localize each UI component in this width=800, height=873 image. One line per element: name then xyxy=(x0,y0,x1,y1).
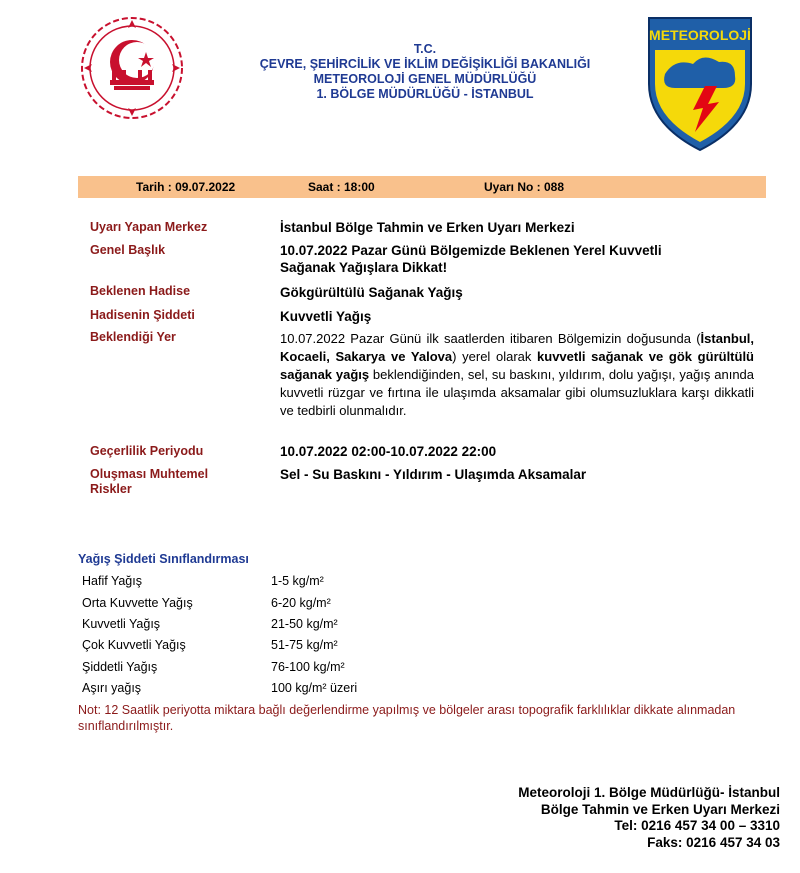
event-value: Gökgürültülü Sağanak Yağış xyxy=(280,285,463,300)
place-text-3: beklendiğinden, sel, su baskını, yıldırım, dolu yağışı, yağış anında kuvvetli rüzgar ve fırtına ile ulaşımda aksamalar gibi olumsuzluklara karşı dikkatli ve tedbirli olunmalıdır. xyxy=(280,367,755,418)
title-value-line-2: Sağanak Yağışlara Dikkat! xyxy=(280,260,448,275)
classification-title: Yağış Şiddeti Sınıflandırması xyxy=(78,552,249,566)
center-label: Uyarı Yapan Merkez xyxy=(90,220,208,234)
time-text: Saat : 18:00 xyxy=(308,180,375,194)
period-value: 10.07.2022 02:00-10.07.2022 22:00 xyxy=(280,444,497,459)
place-description xyxy=(280,330,754,420)
title-label: Genel Başlık xyxy=(90,243,166,257)
class-name: Hafif Yağış xyxy=(82,574,142,588)
place-bold-2: kuvvetli sağanak ve gök gürültülü sağanak yağış xyxy=(280,349,754,382)
header-line-4: 1. BÖLGE MÜDÜRLÜĞÜ - İSTANBUL xyxy=(316,87,534,101)
footer-phone: Tel: 0216 457 34 00 – 3310 xyxy=(614,818,780,833)
info-bar xyxy=(78,176,766,198)
period-label: Geçerlilik Periyodu xyxy=(90,444,204,458)
class-value: 100 kg/m² üzeri xyxy=(271,681,358,695)
severity-value: Kuvvetli Yağış xyxy=(280,309,372,324)
class-name: Kuvvetli Yağış xyxy=(82,617,161,631)
warning-number: Uyarı No : 088 xyxy=(484,180,565,194)
ministry-header xyxy=(200,42,650,102)
risk-value: Sel - Su Baskını - Yıldırım - Ulaşımda Aksamalar xyxy=(280,467,587,482)
place-label: Beklendiği Yer xyxy=(90,330,176,344)
header-line-1: T.C. xyxy=(413,42,437,56)
meteoroloji-logo xyxy=(645,14,755,154)
date-text: Tarih : 09.07.2022 xyxy=(136,180,236,194)
footer-line-2: Bölge Tahmin ve Erken Uyarı Merkezi xyxy=(540,801,780,817)
event-label: Beklenen Hadise xyxy=(90,284,191,298)
header-line-3: METEOROLOJİ GENEL MÜDÜRLÜĞÜ xyxy=(313,72,537,86)
title-value-line-1: 10.07.2022 Pazar Günü Bölgemizde Beklenen Yerel Kuvvetli xyxy=(280,243,662,258)
contact-footer xyxy=(518,785,780,851)
class-value: 1-5 kg/m² xyxy=(271,574,324,588)
center-value: İstanbul Bölge Tahmin ve Erken Uyarı Merkezi xyxy=(280,220,575,235)
class-value: 51-75 kg/m² xyxy=(271,638,338,652)
place-bold-1: İstanbul, Kocaeli, Sakarya ve Yalova xyxy=(280,331,754,364)
header-line-2: ÇEVRE, ŞEHİRCİLİK VE İKLİM DEĞİŞİKLİĞİ BAKANLIĞI xyxy=(259,57,591,71)
severity-label: Hadisenin Şiddeti xyxy=(90,308,195,322)
place-text-2: ) yerel olarak xyxy=(452,349,538,364)
class-value: 6-20 kg/m² xyxy=(271,596,331,610)
footer-line-1: Meteoroloji 1. Bölge Müdürlüğü- İstanbul xyxy=(518,785,780,800)
ministry-seal-logo xyxy=(76,12,188,124)
classification-note: Not: 12 Saatlik periyotta miktara bağlı değerlendirme yapılmış ve bölgeler arası topografik farklılıklar dikkate alınmadan sınıflandırılmıştır. xyxy=(78,703,736,733)
class-value: 76-100 kg/m² xyxy=(271,660,345,674)
title-value xyxy=(280,242,754,276)
footer-fax: Faks: 0216 457 34 03 xyxy=(647,834,780,850)
risk-label xyxy=(90,467,208,497)
class-value: 21-50 kg/m² xyxy=(271,617,338,631)
class-name: Orta Kuvvette Yağış xyxy=(82,596,193,610)
place-text-1: 10.07.2022 Pazar Günü ilk saatlerden itibaren Bölgemizin doğusunda ( xyxy=(280,331,701,346)
risk-label-line-2: Riskler xyxy=(90,482,132,496)
class-name: Çok Kuvvetli Yağış xyxy=(82,638,186,652)
risk-label-line-1: Oluşması Muhtemel xyxy=(90,467,209,481)
class-name: Aşırı yağış xyxy=(82,681,142,695)
logo-text: METEOROLOJİ xyxy=(649,27,751,43)
class-name: Şiddetli Yağış xyxy=(82,660,158,674)
